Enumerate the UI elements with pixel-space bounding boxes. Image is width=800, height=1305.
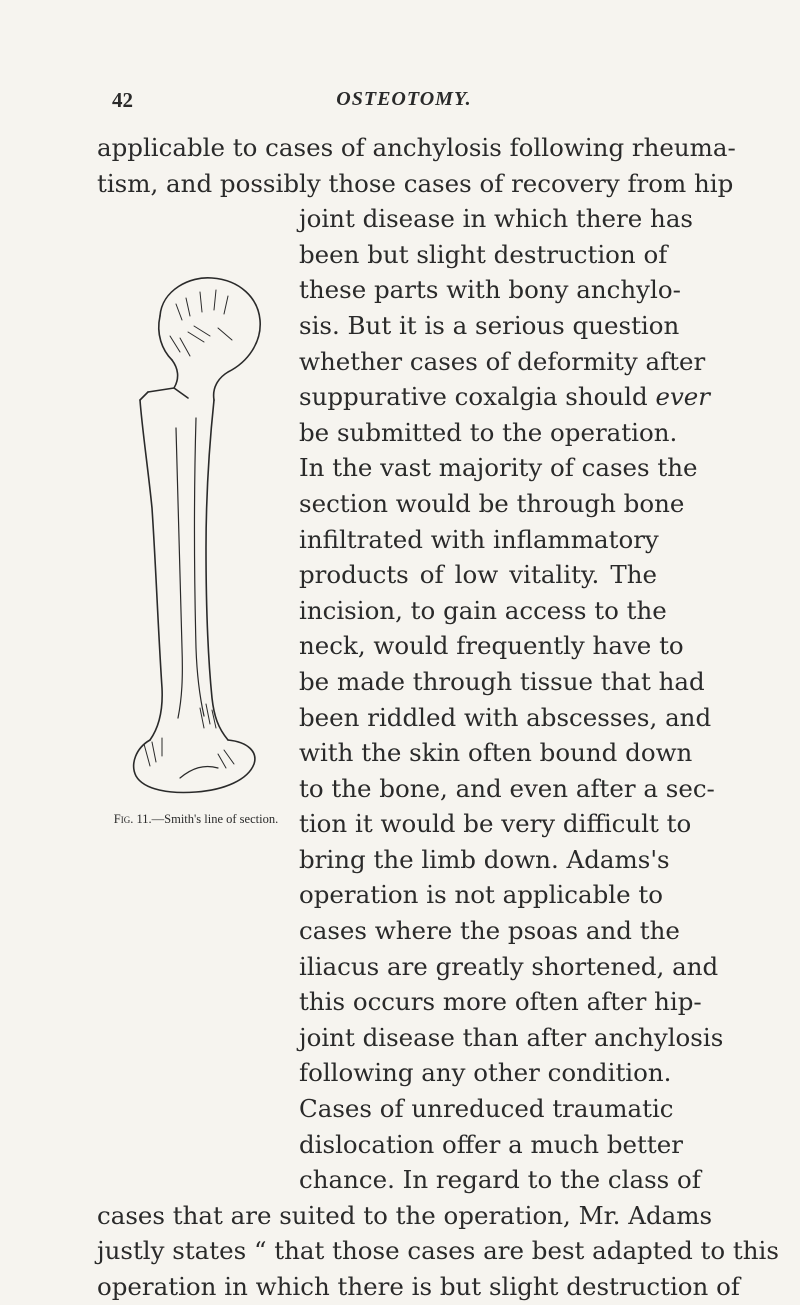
text-line: be submitted to the operation. xyxy=(299,417,678,447)
text-line: joint disease in which there has xyxy=(299,204,694,234)
running-title: OSTEOTOMY. xyxy=(336,88,472,110)
text-line: whether cases of deformity after xyxy=(299,346,706,376)
text-line: been riddled with abscesses, and xyxy=(299,702,712,732)
text-line: justly states “ that those cases are best adapted to this xyxy=(97,1236,779,1266)
text-line: infiltrated with inflammatory xyxy=(299,524,659,554)
text-line: products of low vitality. The xyxy=(299,560,657,590)
text-line: cases where the psoas and the xyxy=(299,916,680,946)
text-line: to the bone, and even after a sec- xyxy=(299,773,715,803)
text-line: neck, would frequently have to xyxy=(299,631,684,661)
body-text xyxy=(97,130,779,1305)
text-line: these parts with bony anchylo- xyxy=(299,275,681,305)
figure-label: Fig. 11. xyxy=(113,812,152,826)
emphasis-word: ever xyxy=(655,382,711,412)
text-line: section would be through bone xyxy=(299,488,685,518)
text-line: tion it would be very difficult to xyxy=(299,809,692,839)
text-line: be made through tissue that had xyxy=(299,666,705,696)
text-line: cases that are suited to the operation, Mr. Adams xyxy=(97,1200,713,1230)
text-line: Cases of unreduced traumatic xyxy=(299,1094,674,1124)
text-line-with-emphasis xyxy=(299,379,711,415)
text-line: incision, to gain access to the xyxy=(299,595,667,625)
figure-caption-text: —Smith's line of section. xyxy=(151,812,279,826)
text-segment: suppurative coxalgia should xyxy=(299,382,648,412)
text-line: sis. But it is a serious question xyxy=(299,310,680,340)
text-line: chance. In regard to the class of xyxy=(299,1165,701,1195)
text-line: iliacus are greatly shortened, and xyxy=(299,951,719,981)
page-header xyxy=(0,88,800,118)
text-line: bring the limb down. Adams's xyxy=(299,844,670,874)
text-line: applicable to cases of anchylosis following rheuma- xyxy=(97,133,736,162)
page-number: 42 xyxy=(112,88,133,112)
text-line: joint disease than after anchylosis xyxy=(299,1022,724,1052)
text-line: with the skin often bound down xyxy=(299,738,693,768)
text-line: operation in which there is but slight destruction of xyxy=(97,1272,740,1301)
text-line: following any other condition. xyxy=(299,1058,672,1088)
text-line: tism, and possibly those cases of recovery from hip xyxy=(97,168,734,198)
text-line: been but slight destruction of xyxy=(299,239,668,269)
text-line: operation is not applicable to xyxy=(299,880,663,910)
text-line: dislocation offer a much better xyxy=(299,1129,683,1159)
text-line: this occurs more often after hip- xyxy=(299,987,702,1017)
text-line: In the vast majority of cases the xyxy=(299,453,698,483)
